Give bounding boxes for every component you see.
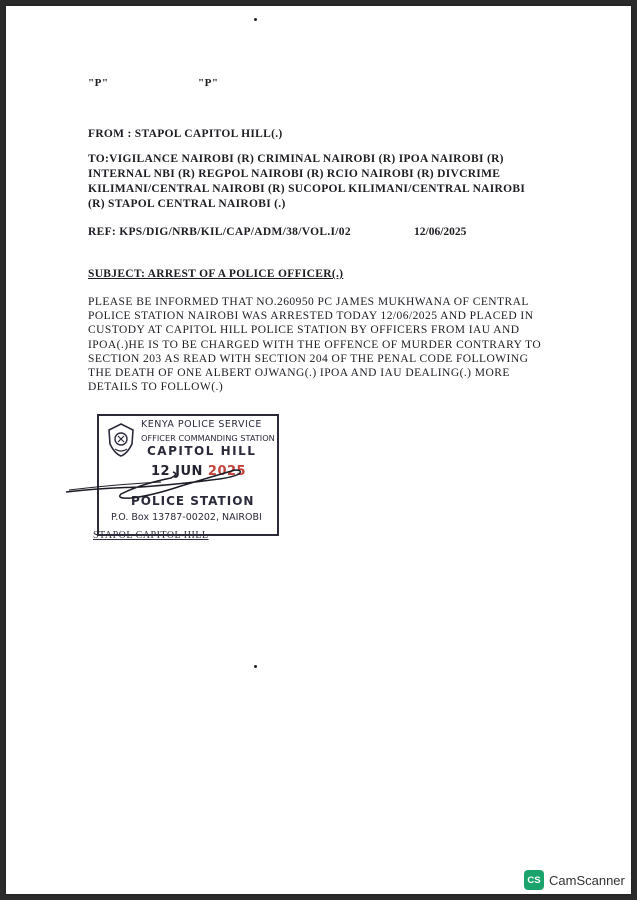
scan-speck <box>254 665 257 668</box>
body-line: PLEASE BE INFORMED THAT NO.260950 PC JAMES MUKHWANA OF CENTRAL <box>88 296 529 308</box>
stamp-po-box: P.O. Box 13787-00202, NAIROBI <box>111 512 262 523</box>
to-line: KILIMANI/CENTRAL NAIROBI (R) SUCOPOL KILIMANI/CENTRAL NAIROBI <box>88 183 526 195</box>
memo-page <box>6 6 631 894</box>
signatory-title: STAPOL CAPITOL HILL <box>93 530 209 541</box>
stamp-police-station: POLICE STATION <box>131 494 255 508</box>
to-line: INTERNAL NBI (R) REGPOL NAIROBI (R) RCIO NAIROBI (R) DIVCRIME <box>88 168 501 180</box>
camscanner-label: CamScanner <box>549 872 625 888</box>
to-line: TO:VIGILANCE NAIROBI (R) CRIMINAL NAIROBI (R) IPOA NAIROBI (R) <box>88 153 504 165</box>
scan-speck <box>254 18 257 21</box>
police-crest-icon <box>105 422 137 458</box>
camscanner-watermark <box>524 870 625 890</box>
body-line: CUSTODY AT CAPITOL HILL POLICE STATION BY OFFICERS FROM IAU AND <box>88 324 520 337</box>
header-mark-left: "P" <box>88 77 109 89</box>
body-line: THE DEATH OF ONE ALBERT OJWANG(.) IPOA AND IAU DEALING(.) MORE <box>88 367 510 380</box>
stamp-date-day-month: 12 JUN <box>151 464 203 479</box>
reference-date: 12/06/2025 <box>414 226 467 238</box>
body-line: SECTION 203 AS READ WITH SECTION 204 OF THE PENAL CODE FOLLOWING <box>88 352 529 365</box>
from-line: FROM : STAPOL CAPITOL HILL(.) <box>88 128 283 140</box>
to-line: (R) STAPOL CENTRAL NAIROBI (.) <box>88 198 286 210</box>
body-line: POLICE STATION NAIROBI WAS ARRESTED TODAY 12/06/2025 AND PLACED IN <box>88 310 534 323</box>
header-mark-right: "P" <box>198 77 219 89</box>
stamp-line-station-name: CAPITOL HILL <box>147 444 257 458</box>
reference-number: REF: KPS/DIG/NRB/KIL/CAP/ADM/38/VOL.I/02 <box>88 226 351 238</box>
subject-line: SUBJECT: ARREST OF A POLICE OFFICER(.) <box>88 268 344 280</box>
body-line: IPOA(.)HE IS TO BE CHARGED WITH THE OFFENCE OF MURDER CONTRARY TO <box>88 338 542 351</box>
camscanner-logo-icon: CS <box>524 870 544 890</box>
body-line: DETAILS TO FOLLOW(.) <box>88 381 224 394</box>
signature-scribble <box>61 454 291 504</box>
stamp-line-service: KENYA POLICE SERVICE <box>141 419 262 430</box>
stamp-date-year: 2025 <box>207 464 247 479</box>
stamp-line-officer: OFFICER COMMANDING STATION <box>141 433 275 443</box>
message-body <box>88 295 558 394</box>
to-recipients <box>88 152 548 212</box>
